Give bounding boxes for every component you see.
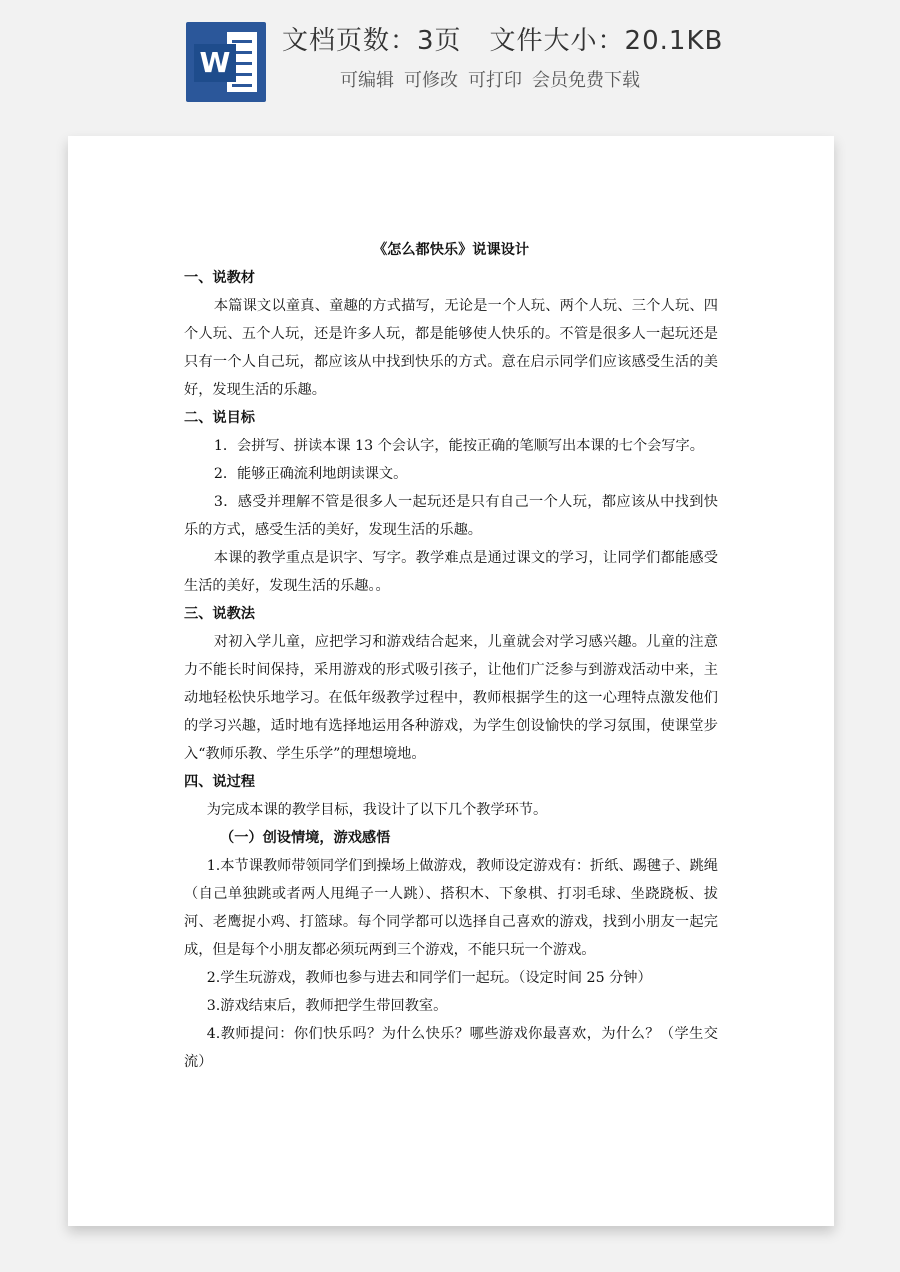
paragraph: 本课的教学重点是识字、写字。教学难点是通过课文的学习，让同学们都能感受生活的美好，发现生活的乐趣。。 (184, 550, 718, 594)
file-size: 文件大小：20.1KB (489, 26, 724, 56)
section-heading: 三、说教法 (184, 606, 255, 622)
feature-list (340, 66, 640, 92)
document-body (184, 236, 718, 1076)
list-item: 2.学生玩游戏，教师也参与进去和同学们一起玩。（设定时间 25 分钟） (206, 970, 652, 986)
paragraph: 本篇课文以童真、童趣的方式描写，无论是一个人玩、两个人玩、三个人玩、四个人玩、五个人玩，还是许多人玩，都是能够使人快乐的。不管是很多人一起玩还是只有一个人自己玩，都应该从中找到快乐的方式。意在启示同学们应该感受生活的美好，发现生活的乐趣。 (184, 298, 718, 398)
list-item: 1.本节课教师带领同学们到操场上做游戏，教师设定游戏有：折纸、踢毽子、跳绳（自己单独跳或者两人甩绳子一人跳）、搭积木、下象棋、打羽毛球、坐跷跷板、拔河、老鹰捉小鸡、打篮球。每个同学都可以选择自己喜欢的游戏，找到小朋友一起完成，但是每个小朋友都必须玩两到三个游戏，不能只玩一个游戏。 (184, 858, 718, 958)
document-page (68, 136, 834, 1226)
list-item: 1．会拼写、拼读本课 13 个会认字，能按正确的笔顺写出本课的七个会写字。 (213, 438, 704, 454)
download-banner (0, 0, 900, 120)
word-document-icon (186, 22, 266, 102)
page-count: 文档页数：3页 (282, 26, 462, 56)
subsection-heading: （一）创设情境，游戏感悟 (220, 830, 391, 846)
section-heading: 一、说教材 (184, 270, 255, 286)
file-info (282, 20, 723, 57)
paragraph: 对初入学儿童，应把学习和游戏结合起来，儿童就会对学习感兴趣。儿童的注意力不能长时间保持，采用游戏的形式吸引孩子，让他们广泛参与到游戏活动中来，主动地轻松快乐地学习。在低年级教学过程中，教师根据学生的这一心理特点激发他们的学习兴趣，适时地有选择地运用各种游戏，为学生创设愉快的学习氛围，使课堂步入“教师乐教、学生乐学”的理想境地。 (184, 634, 718, 762)
list-item: 4.教师提问：你们快乐吗？为什么快乐？哪些游戏你最喜欢，为什么？（学生交流） (184, 1026, 718, 1070)
document-title: 《怎么都快乐》说课设计 (372, 242, 530, 258)
list-item: 3．感受并理解不管是很多人一起玩还是只有自己一个人玩，都应该从中找到快乐的方式，感受生活的美好，发现生活的乐趣。 (184, 494, 718, 538)
feature-modifiable: 可修改 (404, 70, 458, 91)
feature-printable: 可打印 (468, 70, 522, 91)
feature-member-download: 会员免费下载 (532, 70, 640, 91)
section-heading: 四、说过程 (184, 774, 255, 790)
feature-editable: 可编辑 (340, 70, 394, 91)
list-item: 3.游戏结束后，教师把学生带回教室。 (206, 998, 448, 1014)
list-item: 2．能够正确流利地朗读课文。 (213, 466, 408, 482)
paragraph: 为完成本课的教学目标，我设计了以下几个教学环节。 (206, 802, 548, 818)
word-letter: W (194, 44, 236, 82)
section-heading: 二、说目标 (184, 410, 255, 426)
